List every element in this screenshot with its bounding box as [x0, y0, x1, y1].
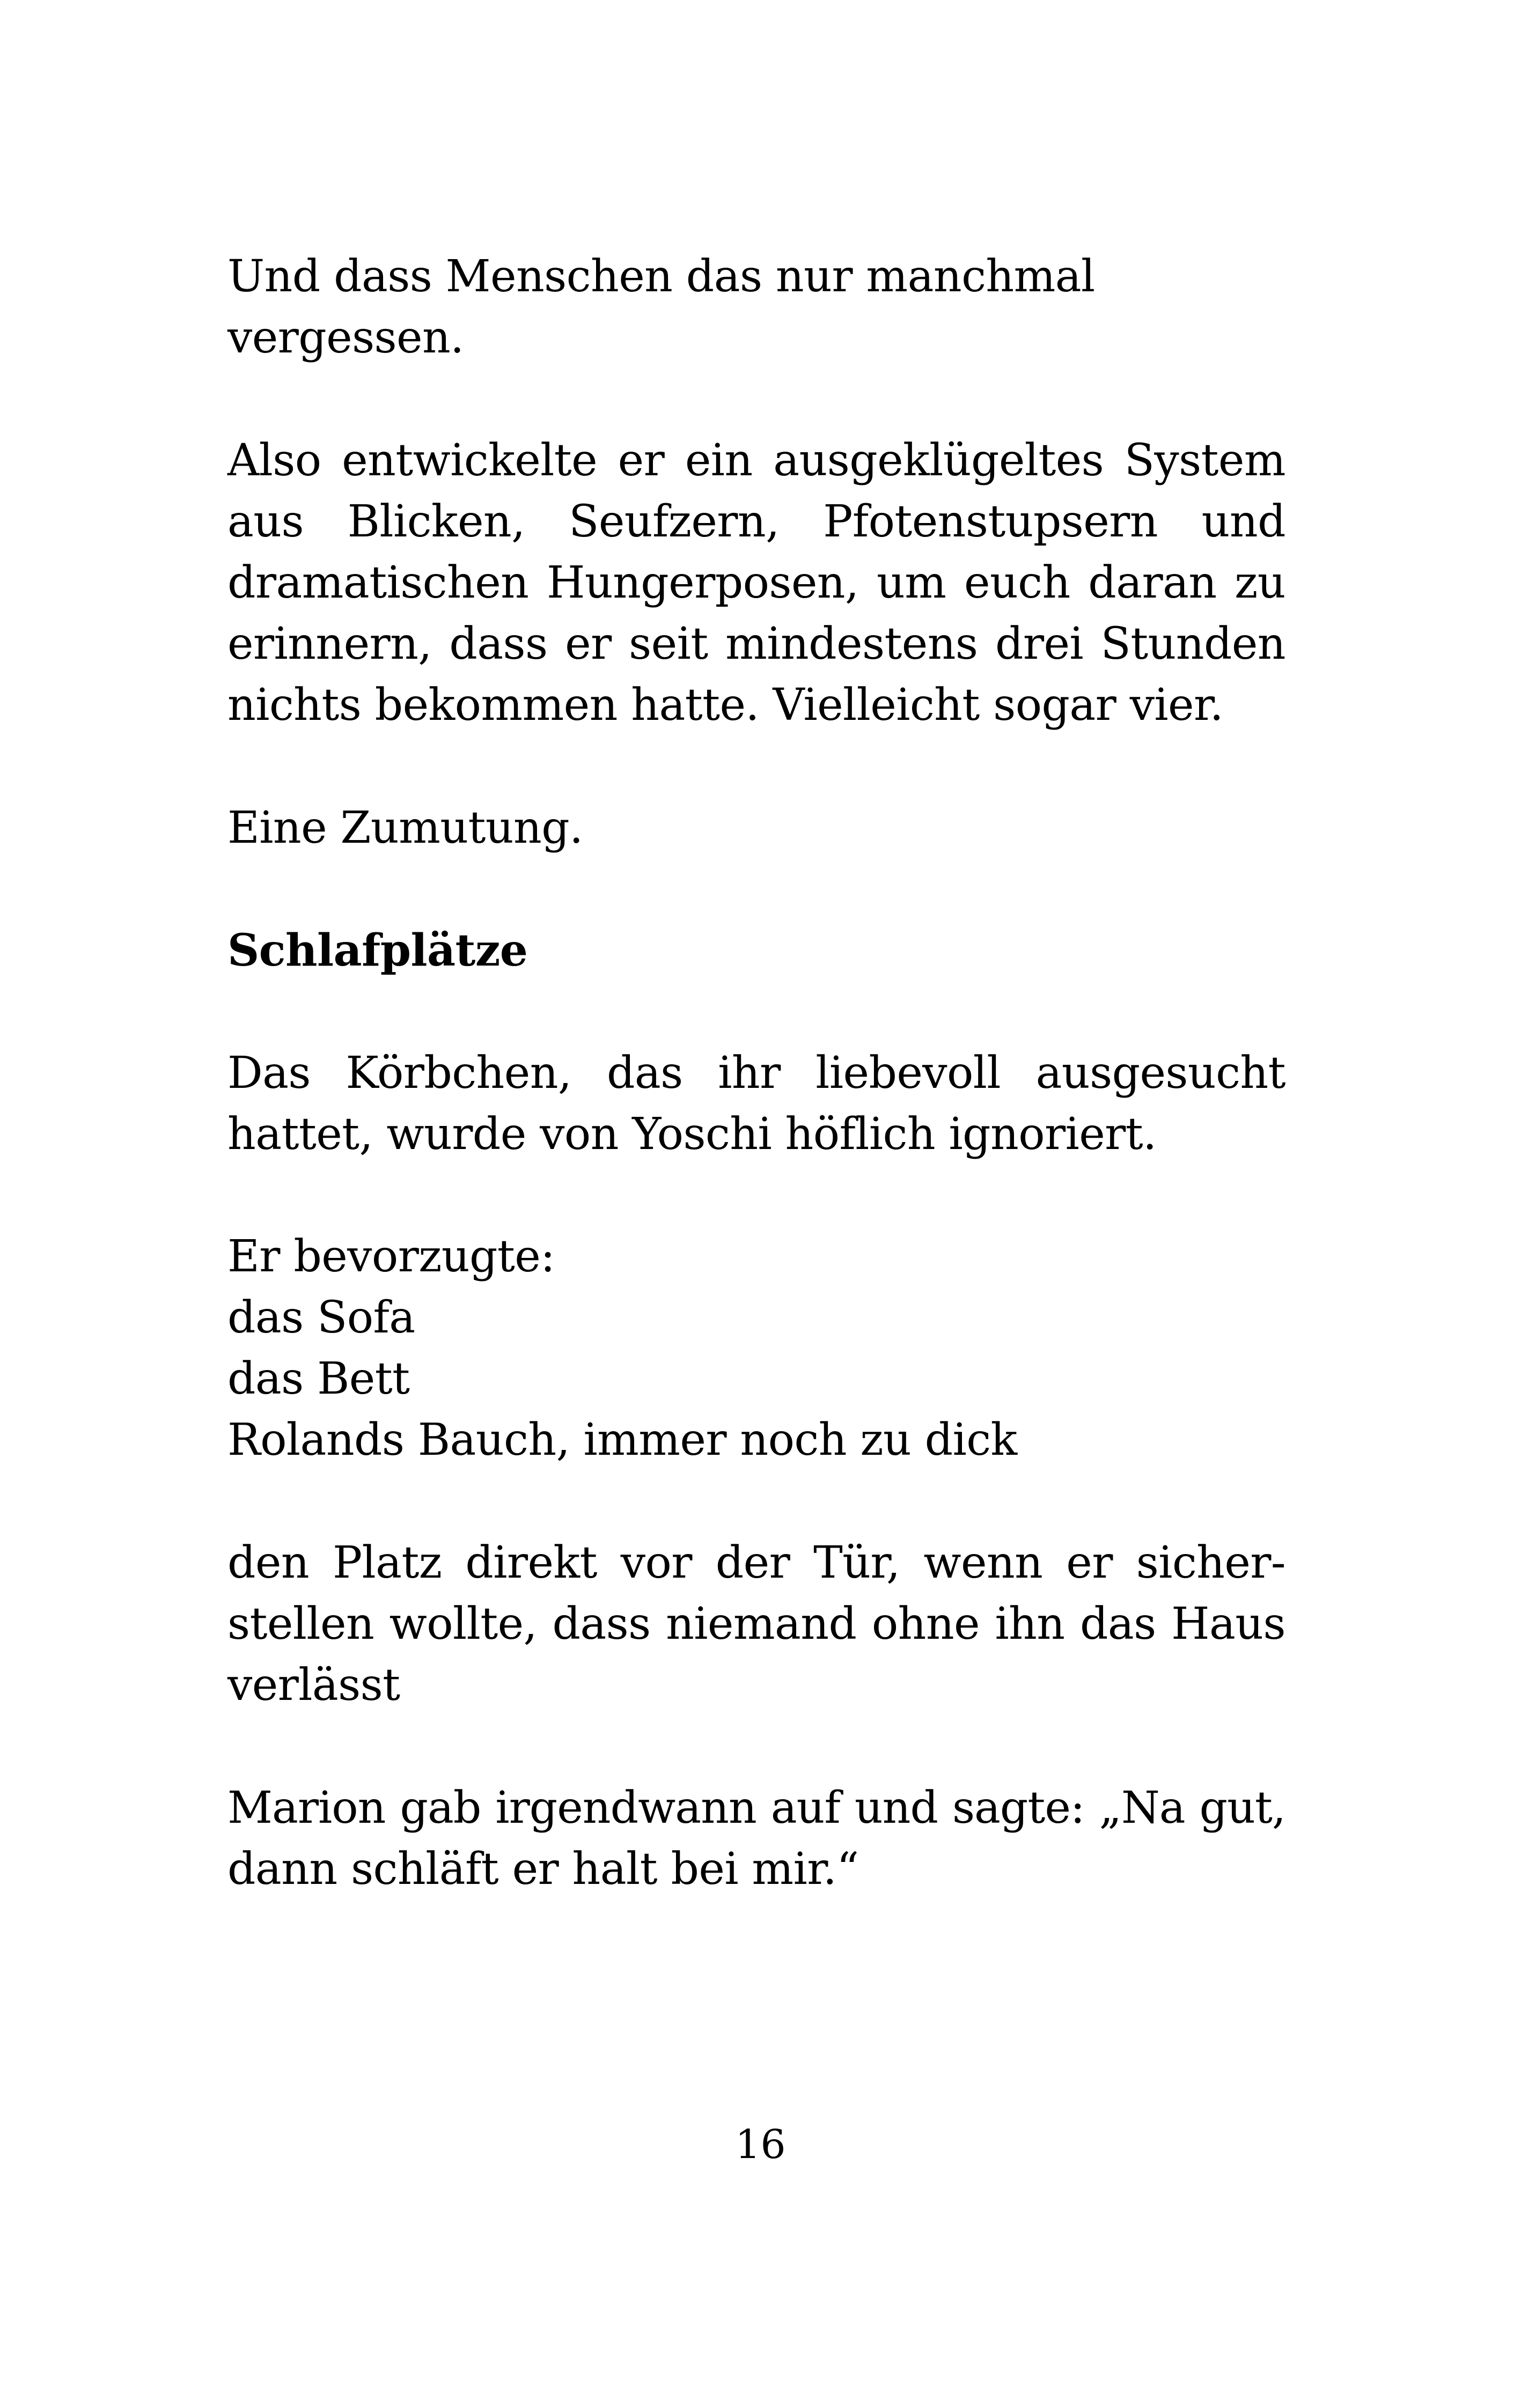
list-intro: Er bevorzugte:	[227, 1231, 555, 1282]
text-line: Das Körbchen, das ihr liebevoll ausgesucht	[227, 1048, 1285, 1099]
section-heading: Schlafplätze	[227, 925, 528, 976]
paragraph-marion	[227, 1778, 1285, 1900]
paragraph-intro-end	[227, 246, 1285, 369]
text-line: hattet, wurde von Yoschi höflich ignoriert.	[227, 1109, 1157, 1160]
text-line: Und dass Menschen das nur manchmal	[227, 251, 1095, 302]
paragraph-zumutung	[227, 798, 1285, 859]
text-line: aus Blicken, Seufzern, Pfotenstupsern und	[227, 496, 1285, 547]
text-line: nichts bekommen hatte. Vielleicht sogar vier.	[227, 680, 1224, 731]
text-line: den Platz direkt vor der Tür, wenn er sicher-	[227, 1537, 1285, 1588]
text-line: stellen wollte, dass niemand ohne ihn das Haus	[227, 1599, 1285, 1649]
text-line: verlässt	[227, 1660, 400, 1711]
section-heading-block	[227, 920, 1285, 981]
page-number: 16	[735, 2122, 786, 2168]
text-line: dann schläft er halt bei mir.“	[227, 1844, 859, 1895]
list-item: das Sofa	[227, 1292, 415, 1343]
text-line: Also entwickelte er ein ausgeklügeltes System	[227, 435, 1285, 486]
paragraph-koerbchen	[227, 1043, 1285, 1165]
list-item: Rolands Bauch, immer noch zu dick	[227, 1415, 1017, 1466]
text-line: dramatischen Hungerposen, um euch daran zu	[227, 557, 1285, 608]
paragraph-tuer	[227, 1533, 1285, 1716]
text-line: erinnern, dass er seit mindestens drei Stunden	[227, 618, 1285, 669]
text-line: Marion gab irgendwann auf und sagte: „Na gut,	[227, 1783, 1285, 1833]
list-bevorzugte	[227, 1226, 1285, 1471]
text-line: vergessen.	[227, 312, 464, 363]
paragraph-system	[227, 430, 1285, 736]
list-item: das Bett	[227, 1353, 410, 1404]
text-line: Eine Zumutung.	[227, 802, 583, 853]
